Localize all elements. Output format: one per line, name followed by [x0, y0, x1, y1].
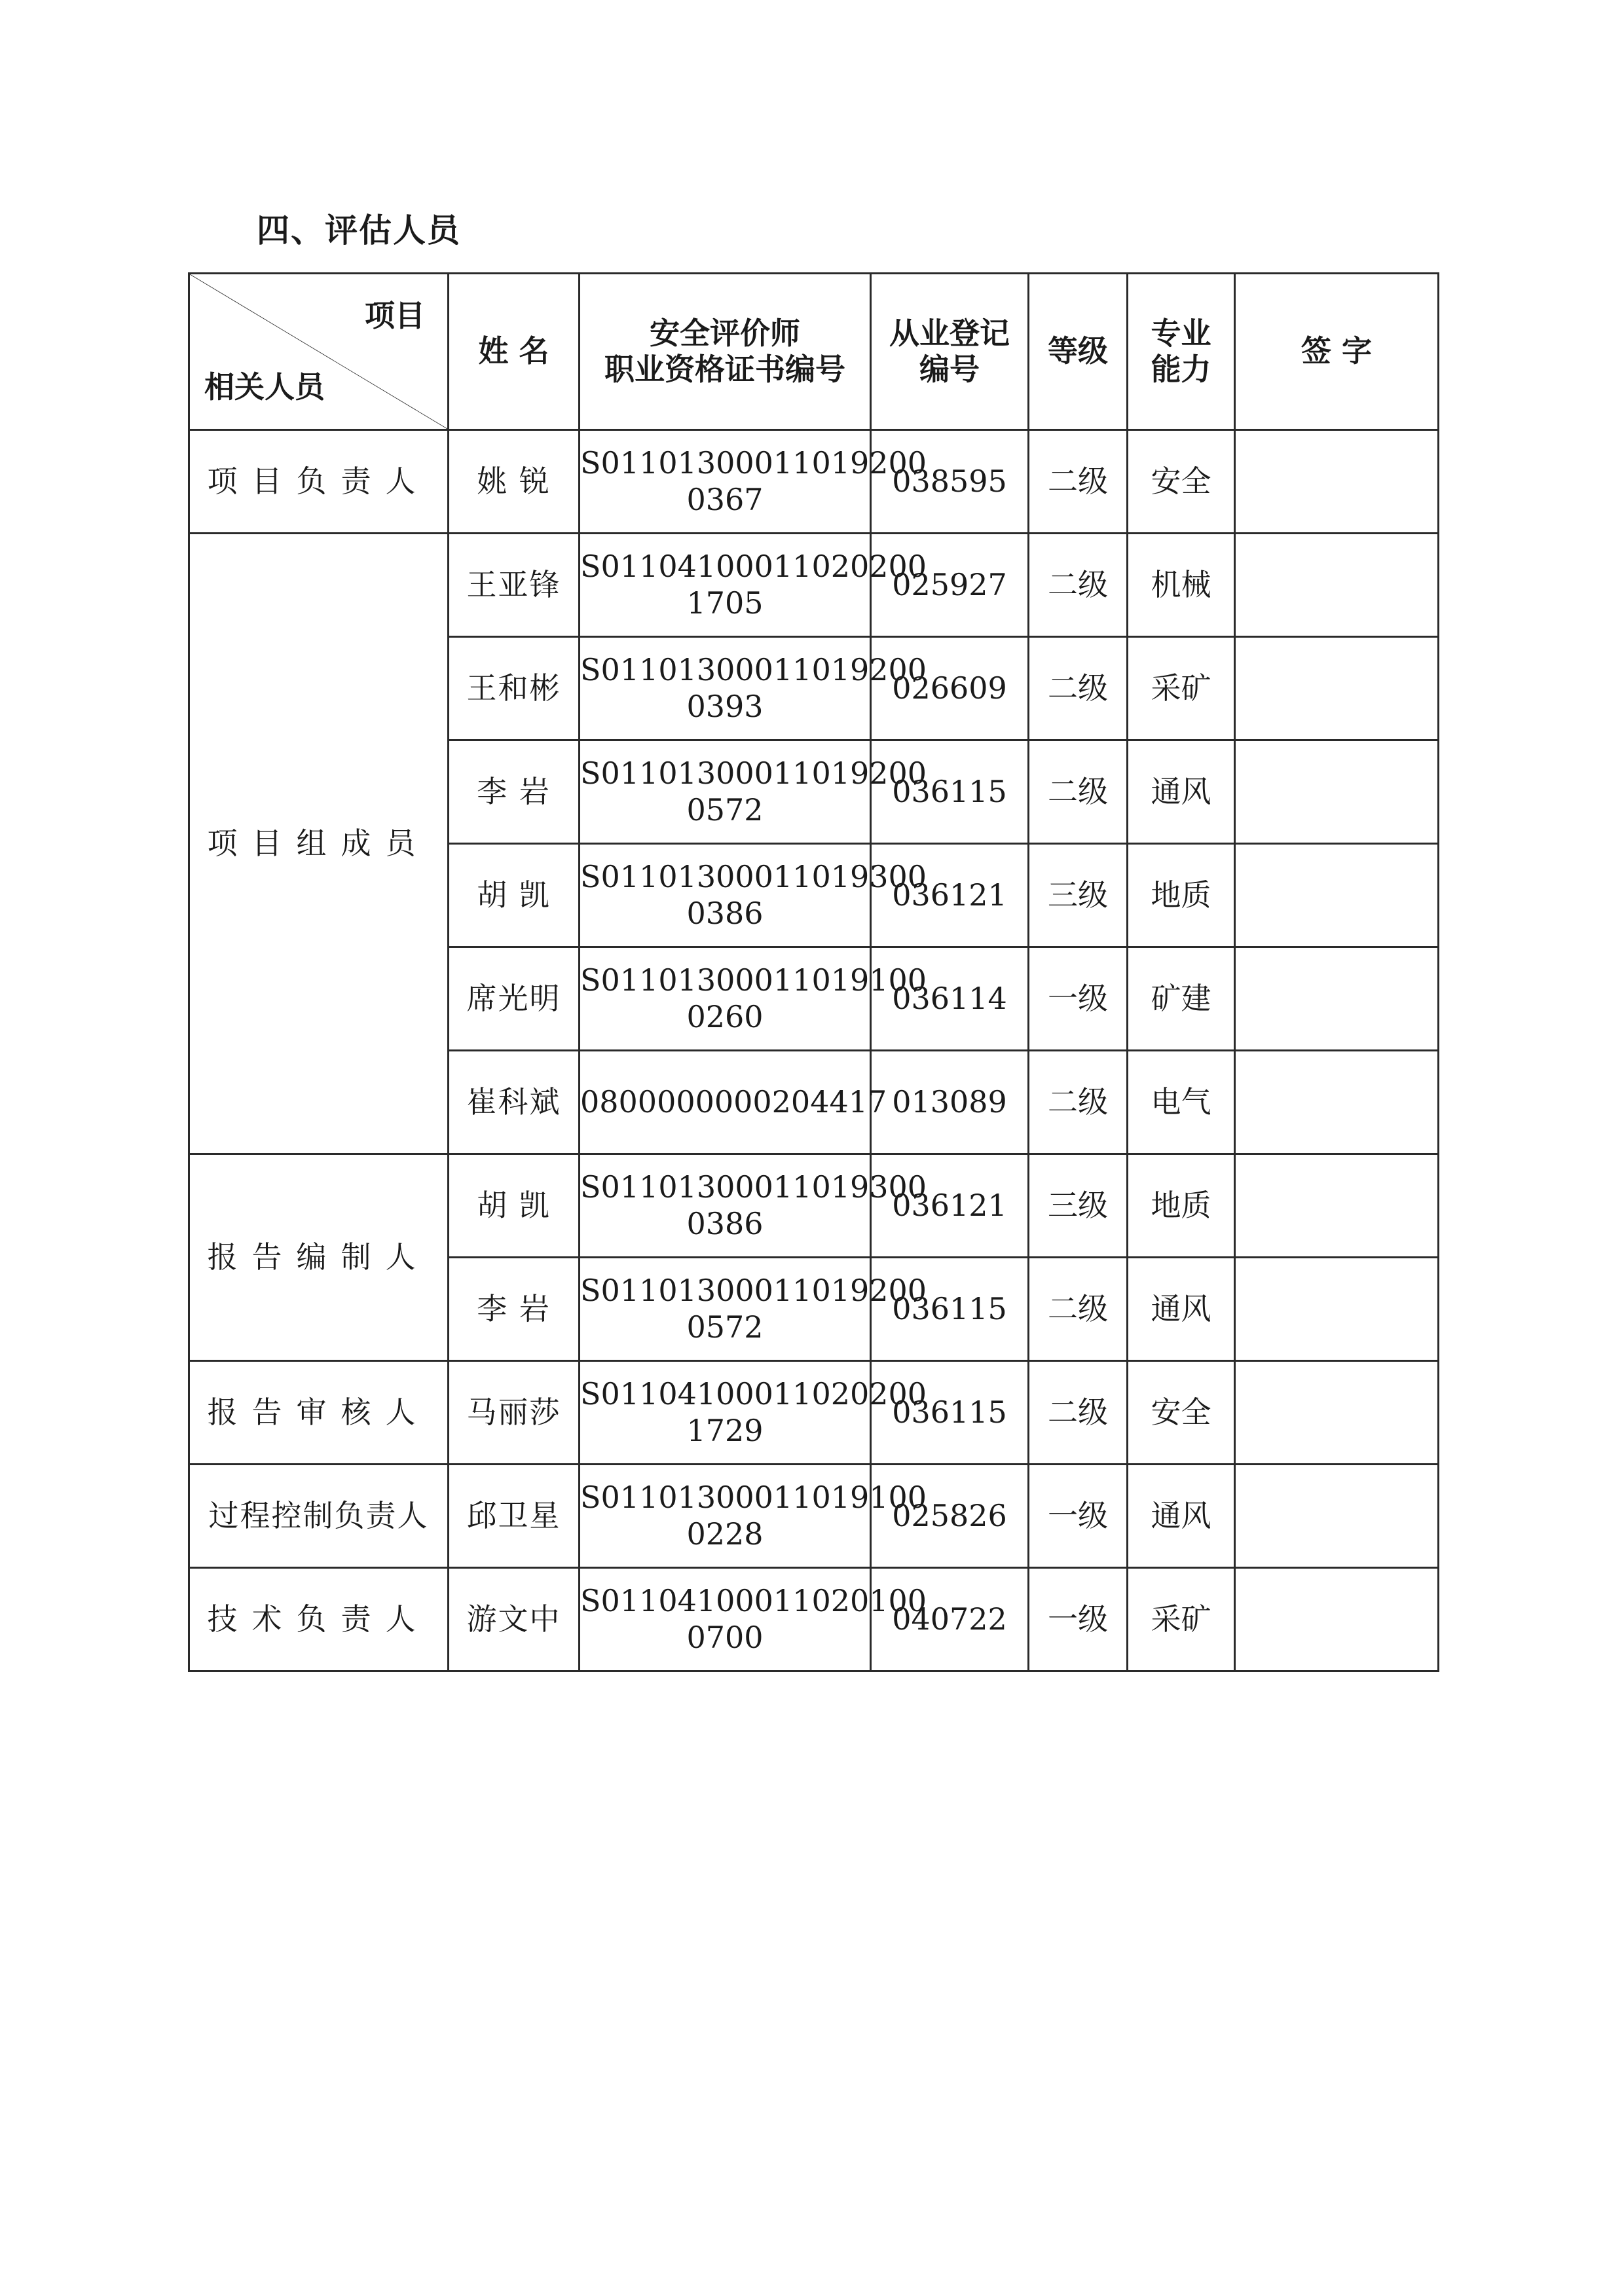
name-cell: 马丽莎 — [449, 1361, 580, 1465]
name-cell: 崔科斌 — [449, 1051, 580, 1154]
level-cell: 二级 — [1029, 1361, 1128, 1465]
cert-cell: 0800000000204417 — [580, 1051, 871, 1154]
cert-cell: S01101300011019300 0386 — [580, 844, 871, 947]
name-cell: 邱卫星 — [449, 1465, 580, 1568]
level-cell: 二级 — [1029, 637, 1128, 740]
name-cell: 胡 凯 — [449, 1154, 580, 1258]
reg-cell: 038595 — [871, 430, 1029, 534]
header-sign: 签 字 — [1235, 274, 1439, 430]
header-spec: 专业 能力 — [1128, 274, 1235, 430]
spec-cell: 安全 — [1128, 430, 1235, 534]
spec-cell: 安全 — [1128, 1361, 1235, 1465]
table-row — [189, 1568, 1439, 1671]
table-row — [189, 1361, 1439, 1465]
name-cell: 王和彬 — [449, 637, 580, 740]
spec-cell: 地质 — [1128, 1154, 1235, 1258]
name-cell: 游文中 — [449, 1568, 580, 1671]
reg-cell: 040722 — [871, 1568, 1029, 1671]
level-cell: 二级 — [1029, 1051, 1128, 1154]
section-title: 四、评估人员 — [257, 211, 461, 249]
staff-table — [188, 272, 1439, 1672]
signature-cell[interactable] — [1235, 947, 1439, 1051]
signature-cell[interactable] — [1235, 637, 1439, 740]
name-cell: 姚 锐 — [449, 430, 580, 534]
spec-cell: 通风 — [1128, 1258, 1235, 1361]
spec-cell: 矿建 — [1128, 947, 1235, 1051]
reg-cell: 036115 — [871, 740, 1029, 844]
reg-cell: 036114 — [871, 947, 1029, 1051]
signature-cell[interactable] — [1235, 1258, 1439, 1361]
role-cell: 项目组成员 — [189, 534, 449, 1154]
name-cell: 李 岩 — [449, 740, 580, 844]
level-cell: 一级 — [1029, 1465, 1128, 1568]
name-cell: 李 岩 — [449, 1258, 580, 1361]
table-row — [189, 534, 1439, 637]
reg-cell: 025927 — [871, 534, 1029, 637]
reg-cell: 036121 — [871, 1154, 1029, 1258]
spec-cell: 采矿 — [1128, 1568, 1235, 1671]
cert-cell: S01104100011020200 1729 — [580, 1361, 871, 1465]
signature-cell[interactable] — [1235, 430, 1439, 534]
table-row — [189, 430, 1439, 534]
spec-cell: 通风 — [1128, 740, 1235, 844]
header-reg: 从业登记 编号 — [871, 274, 1029, 430]
role-cell: 报告编制人 — [189, 1154, 449, 1361]
signature-cell[interactable] — [1235, 844, 1439, 947]
header-level: 等级 — [1029, 274, 1128, 430]
cert-cell: S01101300011019200 0367 — [580, 430, 871, 534]
cert-cell: S01101300011019200 0393 — [580, 637, 871, 740]
header-item-label: 项目 — [365, 298, 425, 333]
table-row — [189, 1154, 1439, 1258]
role-cell: 技术负责人 — [189, 1568, 449, 1671]
header-name: 姓 名 — [449, 274, 580, 430]
level-cell: 二级 — [1029, 740, 1128, 844]
signature-cell[interactable] — [1235, 1568, 1439, 1671]
cert-cell: S01101300011019200 0572 — [580, 1258, 871, 1361]
name-cell: 胡 凯 — [449, 844, 580, 947]
level-cell: 三级 — [1029, 1154, 1128, 1258]
spec-cell: 地质 — [1128, 844, 1235, 947]
diagonal-header-cell — [189, 274, 449, 430]
signature-cell[interactable] — [1235, 534, 1439, 637]
role-cell: 项目负责人 — [189, 430, 449, 534]
spec-cell: 采矿 — [1128, 637, 1235, 740]
header-row — [189, 274, 1439, 430]
level-cell: 二级 — [1029, 534, 1128, 637]
level-cell: 三级 — [1029, 844, 1128, 947]
cert-cell: S01104100011020100 0700 — [580, 1568, 871, 1671]
reg-cell: 025826 — [871, 1465, 1029, 1568]
reg-cell: 036115 — [871, 1258, 1029, 1361]
role-cell: 过程控制负责人 — [189, 1465, 449, 1568]
level-cell: 一级 — [1029, 947, 1128, 1051]
cert-cell: S01101300011019100 0228 — [580, 1465, 871, 1568]
reg-cell: 013089 — [871, 1051, 1029, 1154]
level-cell: 二级 — [1029, 430, 1128, 534]
reg-cell: 026609 — [871, 637, 1029, 740]
signature-cell[interactable] — [1235, 1051, 1439, 1154]
spec-cell: 机械 — [1128, 534, 1235, 637]
cert-cell: S01101300011019100 0260 — [580, 947, 871, 1051]
cert-cell: S01104100011020200 1705 — [580, 534, 871, 637]
cert-cell: S01101300011019200 0572 — [580, 740, 871, 844]
spec-cell: 通风 — [1128, 1465, 1235, 1568]
signature-cell[interactable] — [1235, 1154, 1439, 1258]
reg-cell: 036121 — [871, 844, 1029, 947]
table-row — [189, 1465, 1439, 1568]
reg-cell: 036115 — [871, 1361, 1029, 1465]
spec-cell: 电气 — [1128, 1051, 1235, 1154]
name-cell: 王亚锋 — [449, 534, 580, 637]
role-cell: 报告审核人 — [189, 1361, 449, 1465]
signature-cell[interactable] — [1235, 1361, 1439, 1465]
name-cell: 席光明 — [449, 947, 580, 1051]
header-personnel-label: 相关人员 — [204, 369, 325, 405]
level-cell: 二级 — [1029, 1258, 1128, 1361]
cert-cell: S01101300011019300 0386 — [580, 1154, 871, 1258]
signature-cell[interactable] — [1235, 1465, 1439, 1568]
level-cell: 一级 — [1029, 1568, 1128, 1671]
signature-cell[interactable] — [1235, 740, 1439, 844]
header-cert: 安全评价师 职业资格证书编号 — [580, 274, 871, 430]
